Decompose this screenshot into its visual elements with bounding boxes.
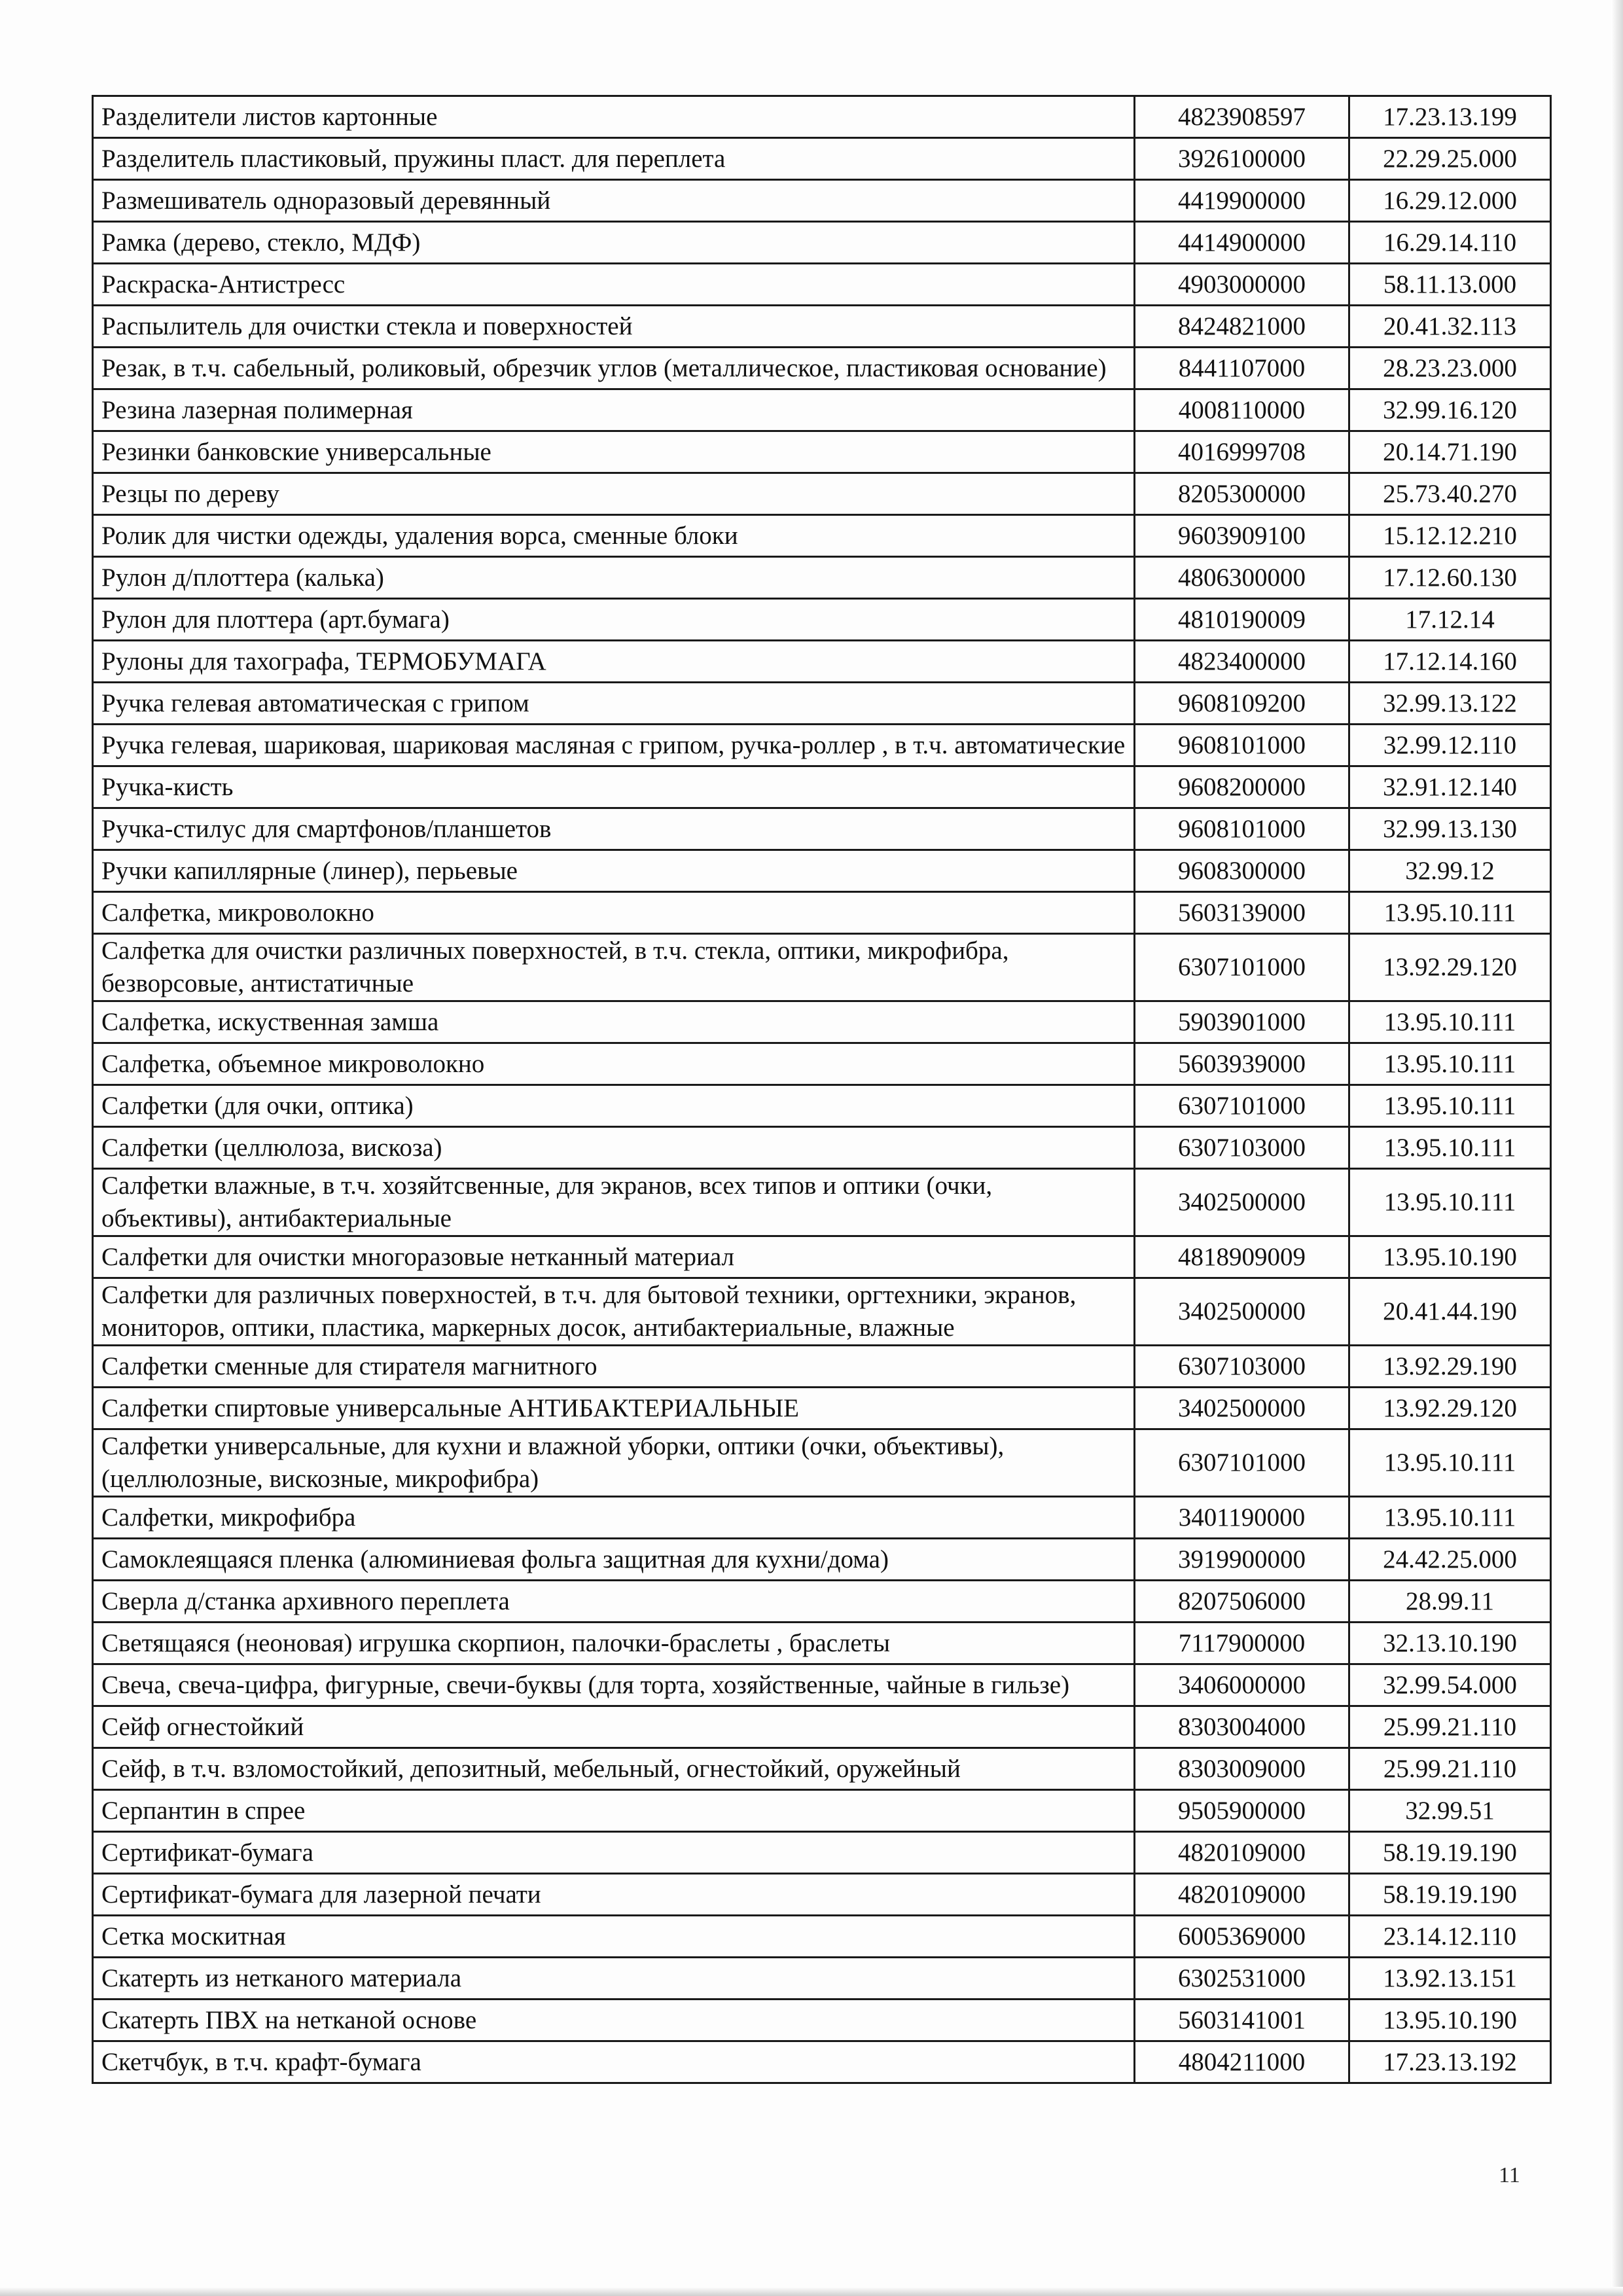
- okpd-code-cell: 28.23.23.000: [1349, 348, 1551, 389]
- table-body: [93, 96, 1551, 2083]
- product-name-cell: Рулоны для тахографа, ТЕРМОБУМАГА: [93, 641, 1135, 683]
- table-row: [93, 222, 1551, 264]
- customs-code-cell: 9603909100: [1135, 515, 1349, 557]
- customs-code-cell: 4818909009: [1135, 1236, 1349, 1278]
- okpd-code-cell: 17.12.14.160: [1349, 641, 1551, 683]
- table-row: [93, 683, 1551, 725]
- okpd-code-cell: 24.42.25.000: [1349, 1539, 1551, 1581]
- customs-code-cell: 8207506000: [1135, 1581, 1349, 1623]
- table-row: [93, 1278, 1551, 1346]
- product-name-cell: Салфетки (для очки, оптика): [93, 1085, 1135, 1127]
- table-row: [93, 1790, 1551, 1832]
- okpd-code-cell: 13.95.10.111: [1349, 1497, 1551, 1539]
- table-row: [93, 1748, 1551, 1790]
- customs-code-cell: 8303004000: [1135, 1706, 1349, 1748]
- product-name-cell: Сейф огнестойкий: [93, 1706, 1135, 1748]
- okpd-code-cell: 20.41.44.190: [1349, 1278, 1551, 1346]
- table-row: [93, 1236, 1551, 1278]
- customs-code-cell: 4419900000: [1135, 180, 1349, 222]
- product-name-cell: Салфетка, микроволокно: [93, 892, 1135, 934]
- table-row: [93, 348, 1551, 389]
- table-row: [93, 306, 1551, 348]
- product-name-cell: Раскраска-Антистресс: [93, 264, 1135, 306]
- table-row: [93, 599, 1551, 641]
- okpd-code-cell: 25.99.21.110: [1349, 1706, 1551, 1748]
- customs-code-cell: 4806300000: [1135, 557, 1349, 599]
- customs-code-cell: 5903901000: [1135, 1001, 1349, 1043]
- customs-code-cell: 6307101000: [1135, 1429, 1349, 1497]
- table-row: [93, 1581, 1551, 1623]
- customs-code-cell: 4414900000: [1135, 222, 1349, 264]
- okpd-code-cell: 17.12.60.130: [1349, 557, 1551, 599]
- table-row: [93, 892, 1551, 934]
- okpd-code-cell: 15.12.12.210: [1349, 515, 1551, 557]
- product-name-cell: Ролик для чистки одежды, удаления ворса, сменные блоки: [93, 515, 1135, 557]
- okpd-code-cell: 28.99.11: [1349, 1581, 1551, 1623]
- table-row: [93, 1958, 1551, 2000]
- product-name-cell: Салфетка, объемное микроволокно: [93, 1043, 1135, 1085]
- okpd-code-cell: 25.73.40.270: [1349, 473, 1551, 515]
- product-name-cell: Резак, в т.ч. сабельный, роликовый, обрезчик углов (металлическое, пластиковая основание): [93, 348, 1135, 389]
- product-name-cell: Ручка-кисть: [93, 766, 1135, 808]
- table-row: [93, 557, 1551, 599]
- product-name-cell: Салфетки для очистки многоразовые нетканный материал: [93, 1236, 1135, 1278]
- product-name-cell: Салфетка, искуственная замша: [93, 1001, 1135, 1043]
- customs-code-cell: 5603141001: [1135, 2000, 1349, 2041]
- table-row: [93, 2041, 1551, 2083]
- table-row: [93, 1429, 1551, 1497]
- product-name-cell: Разделители листов картонные: [93, 96, 1135, 138]
- table-row: [93, 1127, 1551, 1169]
- okpd-code-cell: 32.91.12.140: [1349, 766, 1551, 808]
- page-number: 11: [1499, 2163, 1520, 2187]
- okpd-code-cell: 17.23.13.199: [1349, 96, 1551, 138]
- table-row: [93, 1497, 1551, 1539]
- product-name-cell: Ручки капиллярные (линер), перьевые: [93, 850, 1135, 892]
- okpd-code-cell: 13.95.10.111: [1349, 1169, 1551, 1236]
- customs-code-cell: 8205300000: [1135, 473, 1349, 515]
- table-row: [93, 1539, 1551, 1581]
- okpd-code-cell: 20.14.71.190: [1349, 431, 1551, 473]
- okpd-code-cell: 13.95.10.111: [1349, 1127, 1551, 1169]
- customs-code-cell: 6307103000: [1135, 1127, 1349, 1169]
- customs-code-cell: 3402500000: [1135, 1278, 1349, 1346]
- table-row: [93, 1664, 1551, 1706]
- customs-code-cell: 9608200000: [1135, 766, 1349, 808]
- okpd-code-cell: 32.99.13.122: [1349, 683, 1551, 725]
- customs-code-cell: 3926100000: [1135, 138, 1349, 180]
- product-name-cell: Салфетки спиртовые универсальные АНТИБАКТЕРИАЛЬНЫЕ: [93, 1388, 1135, 1429]
- okpd-code-cell: 58.19.19.190: [1349, 1874, 1551, 1916]
- okpd-code-cell: 13.95.10.111: [1349, 1001, 1551, 1043]
- okpd-code-cell: 32.99.13.130: [1349, 808, 1551, 850]
- customs-code-cell: 3919900000: [1135, 1539, 1349, 1581]
- product-name-cell: Серпантин в спрее: [93, 1790, 1135, 1832]
- product-name-cell: Салфетки (целлюлоза, вискоза): [93, 1127, 1135, 1169]
- table-row: [93, 641, 1551, 683]
- product-name-cell: Резцы по дереву: [93, 473, 1135, 515]
- customs-code-cell: 4008110000: [1135, 389, 1349, 431]
- table-row: [93, 1346, 1551, 1388]
- okpd-code-cell: 32.99.12.110: [1349, 725, 1551, 766]
- customs-code-cell: 6307103000: [1135, 1346, 1349, 1388]
- table-row: [93, 515, 1551, 557]
- product-name-cell: Скатерть ПВХ на нетканой основе: [93, 2000, 1135, 2041]
- customs-code-cell: 5603939000: [1135, 1043, 1349, 1085]
- table-row: [93, 808, 1551, 850]
- product-name-cell: Салфетки, микрофибра: [93, 1497, 1135, 1539]
- table-row: [93, 1388, 1551, 1429]
- okpd-code-cell: 13.95.10.111: [1349, 892, 1551, 934]
- table-row: [93, 138, 1551, 180]
- product-name-cell: Рулон для плоттера (арт.бумага): [93, 599, 1135, 641]
- table-row: [93, 1085, 1551, 1127]
- customs-code-cell: 9608109200: [1135, 683, 1349, 725]
- customs-code-cell: 4820109000: [1135, 1874, 1349, 1916]
- okpd-code-cell: 25.99.21.110: [1349, 1748, 1551, 1790]
- product-name-cell: Скетчбук, в т.ч. крафт-бумага: [93, 2041, 1135, 2083]
- table-row: [93, 934, 1551, 1001]
- table-row: [93, 180, 1551, 222]
- customs-code-cell: 9608101000: [1135, 725, 1349, 766]
- product-name-cell: Рамка (дерево, стекло, МДФ): [93, 222, 1135, 264]
- okpd-code-cell: 23.14.12.110: [1349, 1916, 1551, 1958]
- customs-code-cell: 4804211000: [1135, 2041, 1349, 2083]
- table-row: [93, 1043, 1551, 1085]
- customs-code-cell: 9608300000: [1135, 850, 1349, 892]
- table-row: [93, 850, 1551, 892]
- table-row: [93, 473, 1551, 515]
- okpd-code-cell: 17.12.14: [1349, 599, 1551, 641]
- product-name-cell: Резинки банковские универсальные: [93, 431, 1135, 473]
- customs-code-cell: 6302531000: [1135, 1958, 1349, 2000]
- table-row: [93, 1874, 1551, 1916]
- customs-code-cell: 4820109000: [1135, 1832, 1349, 1874]
- customs-code-cell: 3401190000: [1135, 1497, 1349, 1539]
- table-row: [93, 766, 1551, 808]
- product-name-cell: Разделитель пластиковый, пружины пласт. для переплета: [93, 138, 1135, 180]
- table-row: [93, 389, 1551, 431]
- customs-code-cell: 6307101000: [1135, 934, 1349, 1001]
- okpd-code-cell: 13.95.10.190: [1349, 1236, 1551, 1278]
- table-row: [93, 1916, 1551, 1958]
- product-name-cell: Ручка гелевая автоматическая с грипом: [93, 683, 1135, 725]
- table-row: [93, 725, 1551, 766]
- customs-code-cell: 4823908597: [1135, 96, 1349, 138]
- okpd-code-cell: 32.99.16.120: [1349, 389, 1551, 431]
- product-name-cell: Рулон д/плоттера (калька): [93, 557, 1135, 599]
- customs-code-cell: 3402500000: [1135, 1169, 1349, 1236]
- okpd-code-cell: 32.99.54.000: [1349, 1664, 1551, 1706]
- customs-code-cell: 7117900000: [1135, 1623, 1349, 1664]
- customs-code-cell: 9505900000: [1135, 1790, 1349, 1832]
- product-name-cell: Ручка гелевая, шариковая, шариковая масляная с грипом, ручка-роллер , в т.ч. автоматические: [93, 725, 1135, 766]
- product-name-cell: Самоклеящаяся пленка (алюминиевая фольга защитная для кухни/дома): [93, 1539, 1135, 1581]
- okpd-code-cell: 17.23.13.192: [1349, 2041, 1551, 2083]
- customs-code-cell: 4903000000: [1135, 264, 1349, 306]
- product-name-cell: Светящаяся (неоновая) игрушка скорпион, палочки-браслеты , браслеты: [93, 1623, 1135, 1664]
- customs-code-cell: 9608101000: [1135, 808, 1349, 850]
- product-name-cell: Салфетки влажные, в т.ч. хозяйтсвенные, для экранов, всех типов и оптики (очки, объективы), антибактериальные: [93, 1169, 1135, 1236]
- customs-code-cell: 8303009000: [1135, 1748, 1349, 1790]
- okpd-code-cell: 13.95.10.111: [1349, 1043, 1551, 1085]
- table-row: [93, 431, 1551, 473]
- customs-code-cell: 6307101000: [1135, 1085, 1349, 1127]
- product-name-cell: Скатерть из нетканого материала: [93, 1958, 1135, 2000]
- table-row: [93, 264, 1551, 306]
- customs-code-cell: 3406000000: [1135, 1664, 1349, 1706]
- table-row: [93, 1169, 1551, 1236]
- okpd-code-cell: 32.13.10.190: [1349, 1623, 1551, 1664]
- okpd-code-cell: 32.99.12: [1349, 850, 1551, 892]
- product-name-cell: Сверла д/станка архивного переплета: [93, 1581, 1135, 1623]
- table-row: [93, 1001, 1551, 1043]
- product-name-cell: Салфетки универсальные, для кухни и влажной уборки, оптики (очки, объективы), (целлюлозные, вискозные, микрофибра): [93, 1429, 1135, 1497]
- okpd-code-cell: 20.41.32.113: [1349, 306, 1551, 348]
- customs-code-cell: 5603139000: [1135, 892, 1349, 934]
- okpd-code-cell: 58.11.13.000: [1349, 264, 1551, 306]
- product-name-cell: Распылитель для очистки стекла и поверхностей: [93, 306, 1135, 348]
- product-name-cell: Ручка-стилус для смартфонов/планшетов: [93, 808, 1135, 850]
- okpd-code-cell: 16.29.14.110: [1349, 222, 1551, 264]
- customs-code-cell: 4823400000: [1135, 641, 1349, 683]
- table-row: [93, 1706, 1551, 1748]
- customs-code-cell: 3402500000: [1135, 1388, 1349, 1429]
- product-name-cell: Резина лазерная полимерная: [93, 389, 1135, 431]
- product-name-cell: Сертификат-бумага: [93, 1832, 1135, 1874]
- product-name-cell: Салфетка для очистки различных поверхностей, в т.ч. стекла, оптики, микрофибра, безворсовые, антистатичные: [93, 934, 1135, 1001]
- product-name-cell: Свеча, свеча-цифра, фигурные, свечи-буквы (для торта, хозяйственные, чайные в гильзе): [93, 1664, 1135, 1706]
- product-name-cell: Сертификат-бумага для лазерной печати: [93, 1874, 1135, 1916]
- product-name-cell: Сейф, в т.ч. взломостойкий, депозитный, мебельный, огнестойкий, оружейный: [93, 1748, 1135, 1790]
- okpd-code-cell: 13.95.10.190: [1349, 2000, 1551, 2041]
- table-row: [93, 96, 1551, 138]
- customs-code-cell: 4810190009: [1135, 599, 1349, 641]
- okpd-code-cell: 13.92.29.120: [1349, 1388, 1551, 1429]
- okpd-code-cell: 13.95.10.111: [1349, 1085, 1551, 1127]
- customs-code-cell: 8441107000: [1135, 348, 1349, 389]
- okpd-code-cell: 13.95.10.111: [1349, 1429, 1551, 1497]
- okpd-code-cell: 13.92.29.120: [1349, 934, 1551, 1001]
- okpd-code-cell: 13.92.29.190: [1349, 1346, 1551, 1388]
- okpd-code-cell: 32.99.51: [1349, 1790, 1551, 1832]
- table-row: [93, 1832, 1551, 1874]
- scan-edge-right: [1611, 0, 1623, 2296]
- product-name-cell: Салфетки сменные для стирателя магнитного: [93, 1346, 1135, 1388]
- okpd-code-cell: 13.92.13.151: [1349, 1958, 1551, 2000]
- product-name-cell: Салфетки для различных поверхностей, в т.ч. для бытовой техники, оргтехники, экранов, мониторов, оптики, пластика, маркерных досок, антибактериальные, влажные: [93, 1278, 1135, 1346]
- customs-code-cell: 8424821000: [1135, 306, 1349, 348]
- table-row: [93, 2000, 1551, 2041]
- product-code-table: [92, 95, 1552, 2084]
- okpd-code-cell: 16.29.12.000: [1349, 180, 1551, 222]
- customs-code-cell: 4016999708: [1135, 431, 1349, 473]
- customs-code-cell: 6005369000: [1135, 1916, 1349, 1958]
- okpd-code-cell: 58.19.19.190: [1349, 1832, 1551, 1874]
- product-name-cell: Размешиватель одноразовый деревянный: [93, 180, 1135, 222]
- table-row: [93, 1623, 1551, 1664]
- okpd-code-cell: 22.29.25.000: [1349, 138, 1551, 180]
- scan-edge-bottom: [0, 2287, 1623, 2296]
- product-name-cell: Сетка москитная: [93, 1916, 1135, 1958]
